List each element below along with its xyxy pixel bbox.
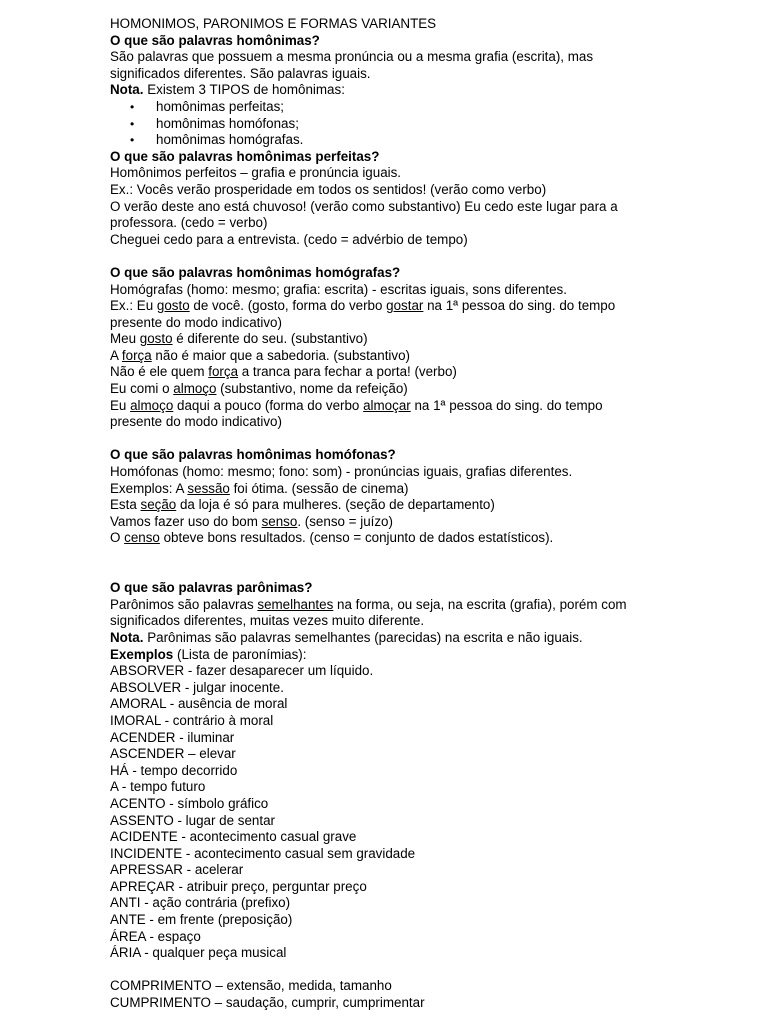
text-run: da loja é só para mulheres. (seção de departamento) bbox=[176, 497, 495, 513]
paragraph-line bbox=[110, 298, 750, 315]
document-page bbox=[110, 16, 750, 1012]
underlined-word: semelhantes bbox=[257, 596, 334, 612]
document-title: HOMONIMOS, PARONIMOS E FORMAS VARIANTES bbox=[110, 16, 437, 31]
paragraph-line: presente do modo indicativo) bbox=[110, 314, 282, 330]
paragraph-line: Homônimos perfeitos – grafia e pronúncia iguais. bbox=[110, 165, 402, 181]
bullet-item: • homônimas homófonas; bbox=[110, 116, 750, 133]
paronym-entry: IMORAL - contrário à moral bbox=[110, 712, 274, 728]
paragraph-line bbox=[110, 481, 750, 498]
text-run: Esta bbox=[110, 497, 141, 513]
paronym-entry: ANTE - em frente (preposição) bbox=[110, 912, 293, 928]
examples-label: Exemplos bbox=[110, 646, 174, 662]
underlined-word: sessão bbox=[187, 480, 230, 496]
paronym-entry: ACENDER - iluminar bbox=[110, 729, 235, 745]
paragraph-line bbox=[110, 398, 750, 415]
bullet-item: • homônimas homógrafas. bbox=[110, 132, 750, 149]
paronym-entry: A - tempo futuro bbox=[110, 779, 206, 795]
text-run: não é maior que a sabedoria. (substantivo) bbox=[151, 347, 410, 363]
paronym-entry: INCIDENTE - acontecimento casual sem gravidade bbox=[110, 845, 416, 861]
bullet-item: • homônimas perfeitas; bbox=[110, 99, 750, 116]
section-heading-homonimas: O que são palavras homônimas? bbox=[110, 32, 320, 48]
spacer bbox=[110, 962, 750, 979]
note-text: Parônimas são palavras semelhantes (parecidas) na escrita e não iguais. bbox=[143, 629, 583, 645]
text-run: Não é ele quem bbox=[110, 364, 209, 380]
section-heading-homografas: O que são palavras homônimas homógrafas? bbox=[110, 264, 401, 280]
paronym-entry: ASSENTO - lugar de sentar bbox=[110, 812, 275, 828]
paragraph-line: significados diferentes, muitas vezes muito diferente. bbox=[110, 613, 425, 629]
underlined-word: senso bbox=[261, 513, 298, 529]
text-run: Exemplos: A bbox=[110, 480, 188, 496]
paronym-entry: ÁRIA - qualquer peça musical bbox=[110, 945, 287, 961]
paragraph-line bbox=[110, 497, 750, 514]
underlined-word: almoçar bbox=[363, 397, 411, 413]
spacer bbox=[110, 547, 750, 580]
underlined-word: censo bbox=[124, 530, 160, 546]
paragraph-line: Cheguei cedo para a entrevista. (cedo = advérbio de tempo) bbox=[110, 231, 468, 247]
text-run: de você. (gosto, forma do verbo bbox=[189, 298, 387, 314]
text-run: foi ótima. (sessão de cinema) bbox=[229, 480, 409, 496]
paronym-entry: ACIDENTE - acontecimento casual grave bbox=[110, 829, 357, 845]
paronym-entry: ABSOLVER - julgar inocente. bbox=[110, 679, 284, 695]
section-heading-perfeitas: O que são palavras homônimas perfeitas? bbox=[110, 148, 380, 164]
text-run: na forma, ou seja, na escrita (grafia), porém com bbox=[333, 596, 627, 612]
paragraph-line bbox=[110, 348, 750, 365]
text-run: . (senso = juízo) bbox=[297, 513, 393, 529]
paronym-entry: ÁREA - espaço bbox=[110, 928, 201, 944]
paragraph-line: Ex.: Vocês verão prosperidade em todos os sentidos! (verão como verbo) bbox=[110, 181, 547, 197]
paronym-entry: COMPRIMENTO – extensão, medida, tamanho bbox=[110, 978, 392, 994]
paronym-list bbox=[110, 663, 750, 962]
paragraph-line bbox=[110, 597, 750, 614]
paronym-entry: APREÇAR - atribuir preço, perguntar preço bbox=[110, 878, 367, 894]
paronym-entry: APRESSAR - acelerar bbox=[110, 862, 244, 878]
underlined-word: almoço bbox=[173, 381, 217, 397]
text-run: Vamos fazer uso do bom bbox=[110, 513, 262, 529]
spacer bbox=[110, 248, 750, 265]
paronym-entry: ANTI - ação contrária (prefixo) bbox=[110, 895, 291, 911]
underlined-word: gostar bbox=[386, 298, 424, 314]
paronym-entry: ABSORVER - fazer desaparecer um líquido. bbox=[110, 663, 374, 679]
examples-line bbox=[110, 647, 750, 664]
note-label: Nota. bbox=[110, 629, 144, 645]
paragraph-line: significados diferentes. São palavras iguais. bbox=[110, 65, 371, 81]
text-run: O bbox=[110, 530, 125, 546]
paragraph-line bbox=[110, 331, 750, 348]
paronym-entry: AMORAL - ausência de moral bbox=[110, 696, 288, 712]
section-heading-homofonas: O que são palavras homônimas homófonas? bbox=[110, 447, 396, 463]
paragraph-line bbox=[110, 364, 750, 381]
text-run: A bbox=[110, 347, 122, 363]
text-run: (substantivo, nome da refeição) bbox=[216, 381, 408, 397]
paragraph-line: presente do modo indicativo) bbox=[110, 414, 282, 430]
text-run: obteve bons resultados. (censo = conjunto de dados estatísticos). bbox=[159, 530, 554, 546]
paragraph-line: Homógrafas (homo: mesmo; grafia: escrita) - escritas iguais, sons diferentes. bbox=[110, 281, 567, 297]
paronym-entry: ACENTO - símbolo gráfico bbox=[110, 795, 269, 811]
text-run: é diferente do seu. (substantivo) bbox=[172, 331, 368, 347]
spacer bbox=[110, 431, 750, 448]
paronym-list-2 bbox=[110, 978, 750, 1011]
underlined-word: força bbox=[208, 364, 239, 380]
section-heading-paronimas: O que são palavras parônimas? bbox=[110, 580, 313, 596]
note-text: Existem 3 TIPOS de homônimas: bbox=[143, 82, 345, 98]
paragraph-line: O verão deste ano está chuvoso! (verão como substantivo) Eu cedo este lugar para a bbox=[110, 198, 618, 214]
paronym-entry: HÁ - tempo decorrido bbox=[110, 762, 238, 778]
paronym-entry: ASCENDER – elevar bbox=[110, 746, 236, 762]
paronym-entry: CUMPRIMENTO – saudação, cumprir, cumprimentar bbox=[110, 995, 425, 1011]
text-run: Parônimos são palavras bbox=[110, 596, 258, 612]
text-run: daqui a pouco (forma do verbo bbox=[173, 397, 364, 413]
text-run: Ex.: Eu bbox=[110, 298, 157, 314]
text-run: na 1ª pessoa do sing. do tempo bbox=[410, 397, 603, 413]
text-run: Eu comi o bbox=[110, 381, 174, 397]
paragraph-line: Homófonas (homo: mesmo; fono: som) - pronúncias iguais, grafias diferentes. bbox=[110, 464, 573, 480]
note-line bbox=[110, 630, 750, 647]
paragraph-line bbox=[110, 514, 750, 531]
text-run: Eu bbox=[110, 397, 131, 413]
note-label: Nota. bbox=[110, 82, 144, 98]
underlined-word: almoço bbox=[130, 397, 174, 413]
examples-text: (Lista de paronímias): bbox=[173, 646, 307, 662]
paragraph-line bbox=[110, 530, 750, 547]
paragraph-line: São palavras que possuem a mesma pronúncia ou a mesma grafia (escrita), mas bbox=[110, 49, 594, 65]
paragraph-line bbox=[110, 381, 750, 398]
underlined-word: gosto bbox=[156, 298, 190, 314]
paragraph-line: professora. (cedo = verbo) bbox=[110, 215, 268, 231]
underlined-word: gosto bbox=[139, 331, 173, 347]
underlined-word: seção bbox=[140, 497, 177, 513]
text-run: Meu bbox=[110, 331, 140, 347]
text-run: na 1ª pessoa do sing. do tempo bbox=[423, 298, 616, 314]
text-run: a tranca para fechar a porta! (verbo) bbox=[238, 364, 457, 380]
underlined-word: força bbox=[121, 347, 152, 363]
note-line bbox=[110, 82, 750, 99]
